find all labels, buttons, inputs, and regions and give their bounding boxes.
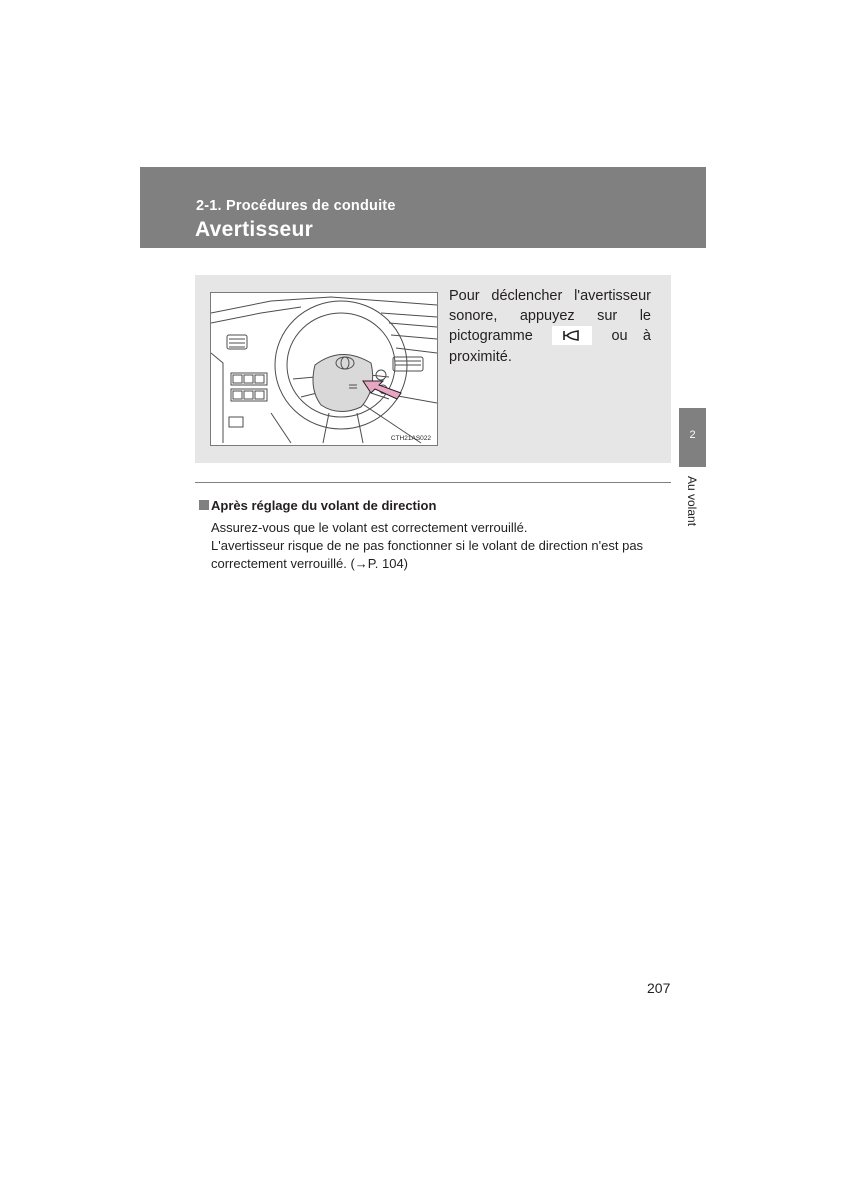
header-band <box>140 167 706 248</box>
square-bullet-icon <box>199 500 209 510</box>
instruction-panel <box>195 275 671 463</box>
note-body <box>211 519 671 573</box>
note-line: L'avertisseur risque de ne pas fonctionner si le volant de direction n'est pas correctement verrouillé. (→P. 104) <box>211 538 644 571</box>
instruction-text-start: Pour déclencher l'avertisseur sonore, appuyez sur le pictogramme <box>449 288 651 345</box>
note-heading-text: Après réglage du volant de direction <box>211 498 437 513</box>
instruction-text-end: ou à proximité. <box>449 328 651 365</box>
section-label: 2-1. Procédures de conduite <box>196 198 396 214</box>
instruction-text <box>449 286 651 367</box>
steering-wheel-drawing <box>211 293 437 445</box>
page-title: Avertisseur <box>195 218 314 241</box>
chapter-number: 2 <box>689 429 696 441</box>
steering-wheel-illustration <box>210 292 438 446</box>
horn-icon <box>552 326 592 345</box>
note-line: Assurez-vous que le volant est correctement verrouillé. <box>211 520 528 535</box>
chapter-tab <box>679 408 706 467</box>
section-divider <box>195 482 671 483</box>
note-heading <box>199 498 436 513</box>
figure-code: CTH21AS022 <box>390 435 431 442</box>
page-number: 207 <box>647 980 671 996</box>
chapter-label: Au volant <box>685 476 699 527</box>
